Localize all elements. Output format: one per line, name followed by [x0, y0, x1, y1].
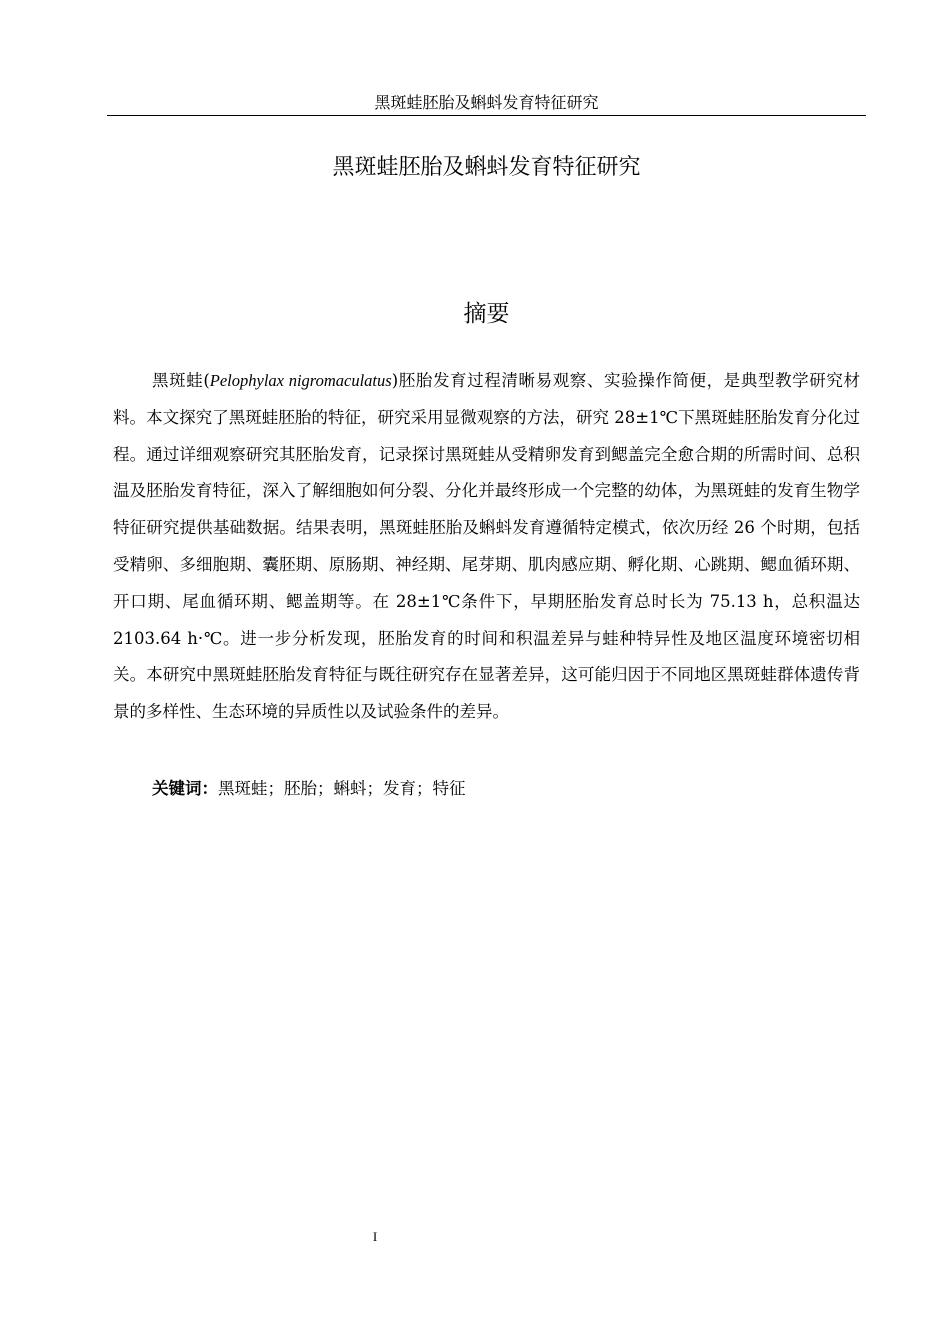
species-latin-name: Pelophylax nigromaculatus: [209, 371, 392, 390]
page-number: I: [372, 1229, 378, 1244]
running-header: 黑斑蛙胚胎及蝌蚪发育特征研究: [374, 93, 599, 112]
abstract-paragraph: [113, 363, 860, 731]
abstract-heading: 摘要: [463, 301, 510, 327]
keywords-line: [113, 771, 860, 808]
abstract-text-prefix: 黑斑蛙(: [152, 371, 210, 390]
header-divider: [107, 115, 866, 116]
abstract-text-body: )胚胎发育过程清晰易观察、实验操作简便，是典型教学研究材料。本文探究了黑斑蛙胚胎的特征，研究采用显微观察的方法，研究 28±1℃下黑斑蛙胚胎发育分化过程。通过详细观察研究其胚胎发育，记录探讨黑斑蛙从受精卵发育到鳃盖完全愈合期的所需时间、总积温及胚胎发育特征，深入了解细胞如何分裂、分化并最终形成一个完整的幼体，为黑斑蛙的发育生物学特征研究提供基础数据。结果表明，黑斑蛙胚胎及蝌蚪发育遵循特定模式，依次历经 26 个时期，包括受精卵、多细胞期、囊胚期、原肠期、神经期、尾芽期、肌肉感应期、孵化期、心跳期、鳃血循环期、开口期、尾血循环期、鳃盖期等。在 28±1℃条件下，早期胚胎发育总时长为 75.13 h，总积温达 2103.64 h·℃。进一步分析发现，胚胎发育的时间和积温差异与蛙种特异性及地区温度环境密切相关。本研究中黑斑蛙胚胎发育特征与既往研究存在显著差异，这可能归因于不同地区黑斑蛙群体遗传背景的多样性、生态环境的异质性以及试验条件的差异。: [113, 371, 860, 722]
keywords-label: 关键词：: [152, 779, 218, 798]
keywords-text: 黑斑蛙；胚胎；蝌蚪；发育；特征: [218, 779, 466, 798]
document-title: 黑斑蛙胚胎及蝌蚪发育特征研究: [332, 155, 641, 180]
